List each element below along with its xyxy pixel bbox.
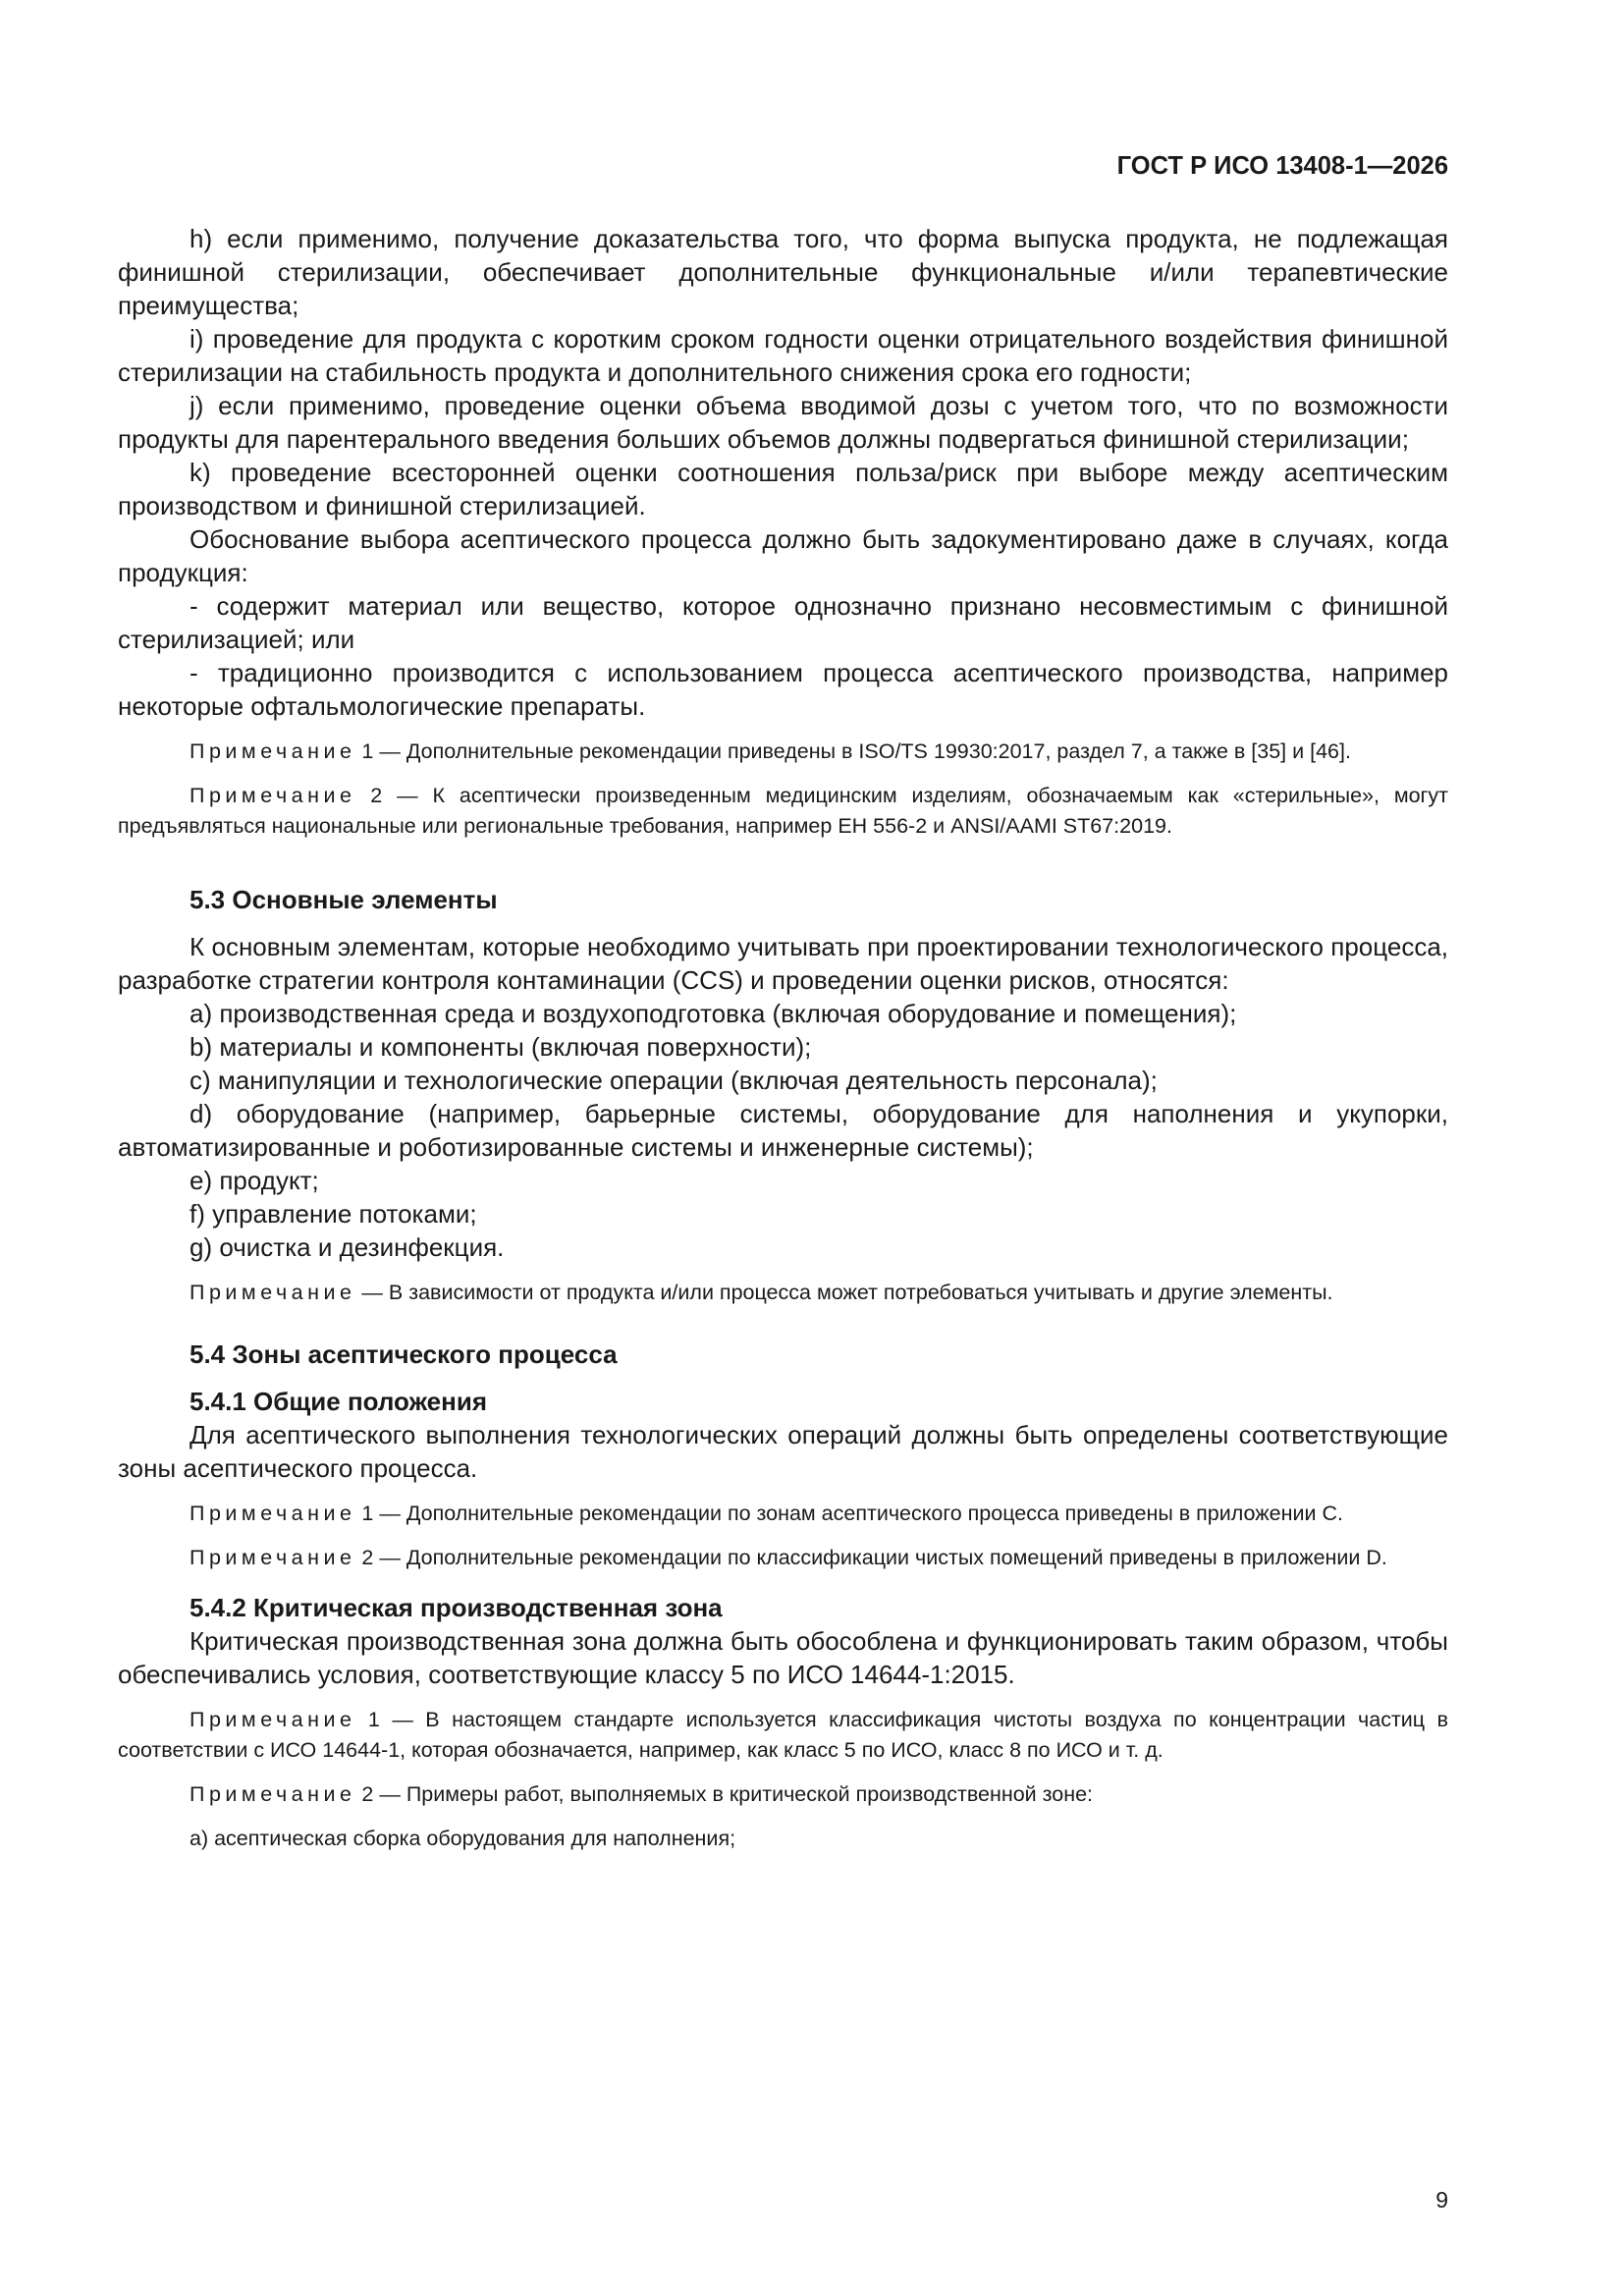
list-item: g) очистка и дезинфекция. (189, 1232, 505, 1262)
list-item: d) оборудование (например, барьерные системы, оборудование для наполнения и укупорки, автоматизированные и роботизированные системы и инженерные системы); (118, 1099, 1448, 1162)
list-item: c) манипуляции и технологические операции (включая деятельность персонала); (189, 1066, 1158, 1095)
note-label: Примечание (189, 1708, 356, 1731)
page-content (118, 222, 1448, 1854)
note-label: Примечание (189, 784, 356, 807)
subsection-heading: 5.4.2 Критическая производственная зона (189, 1593, 723, 1622)
list-item: b) материалы и компоненты (включая поверхности); (189, 1032, 812, 1062)
note-list-item: а) асептическая сборка оборудования для наполнения; (189, 1827, 736, 1850)
list-item: e) продукт; (189, 1166, 319, 1195)
list-item: k) проведение всесторонней оценки соотношения польза/риск при выборе между асептическим производством и финишной стерилизацией. (118, 458, 1448, 520)
note: Примечание 2 — Примеры работ, выполняемых в критической производственной зоне: (189, 1782, 1094, 1806)
paragraph: Обоснование выбора асептического процесса должно быть задокументировано даже в случаях, когда продукция: (118, 524, 1448, 587)
document-header: ГОСТ Р ИСО 13408-1—2026 (1116, 152, 1448, 180)
list-item: j) если применимо, проведение оценки объема вводимой дозы с учетом того, что по возможности продукты для парентерального введения больших объемов должны подвергаться финишной стерилизации; (118, 391, 1448, 454)
note: Примечание 1 — Дополнительные рекомендации приведены в ISO/TS 19930:2017, раздел 7, а также в [35] и [46]. (189, 739, 1351, 763)
note: Примечание 1 — Дополнительные рекомендации по зонам асептического процесса приведены в приложении С. (189, 1502, 1343, 1525)
note-label: Примечание (189, 1782, 356, 1806)
list-item: h) если применимо, получение доказательства того, что форма выпуска продукта, не подлежащая финишной стерилизации, обеспечивает дополнительные функциональные и/или терапевтические преимущества; (118, 224, 1448, 320)
list-item: - содержит материал или вещество, которое однозначно признано несовместимым с финишной стерилизацией; или (118, 591, 1448, 654)
section-heading: 5.3 Основные элементы (189, 885, 498, 914)
subsection-heading: 5.4.1 Общие положения (189, 1387, 487, 1416)
paragraph: К основным элементам, которые необходимо учитывать при проектировании технологического процесса, разработке стратегии контроля контаминации (CCS) и проведении оценки рисков, относятся: (118, 932, 1448, 995)
paragraph: Критическая производственная зона должна быть обособлена и функционировать таким образом, чтобы обеспечивались условия, соответствующие классу 5 по ИСО 14644-1:2015. (118, 1626, 1448, 1689)
note: Примечание 1 — В настоящем стандарте используется классификация чистоты воздуха по концентрации частиц в соответствии с ИСО 14644-1, которая обозначается, например, как класс 5 по ИСО, класс 8 по ИСО и т. д. (118, 1708, 1448, 1762)
note-label: Примечание (189, 1502, 356, 1525)
list-item: a) производственная среда и воздухоподготовка (включая оборудование и помещения); (189, 999, 1237, 1028)
note-label: Примечание (189, 1281, 356, 1304)
list-item: i) проведение для продукта с коротким сроком годности оценки отрицательного воздействия финишной стерилизации на стабильность продукта и дополнительного снижения срока его годности; (118, 324, 1448, 387)
note: Примечание 2 — Дополнительные рекомендации по классификации чистых помещений приведены в приложении D. (189, 1546, 1387, 1569)
list-item: - традиционно производится с использованием процесса асептического производства, например некоторые офтальмологические препараты. (118, 658, 1448, 721)
note-label: Примечание (189, 739, 356, 763)
note-label: Примечание (189, 1546, 356, 1569)
page-number: 9 (1435, 2187, 1448, 2213)
list-item: f) управление потоками; (189, 1199, 477, 1229)
note: Примечание — В зависимости от продукта и/или процесса может потребоваться учитывать и другие элементы. (189, 1281, 1333, 1304)
section-heading: 5.4 Зоны асептического процесса (189, 1339, 618, 1369)
note: Примечание 2 — К асептически произведенным медицинским изделиям, обозначаемым как «стерильные», могут предъявляться национальные или региональные требования, например ЕН 556-2 и ANSI/AAMI ST67:2019. (118, 784, 1448, 838)
paragraph: Для асептического выполнения технологических операций должны быть определены соответствующие зоны асептического процесса. (118, 1420, 1448, 1483)
